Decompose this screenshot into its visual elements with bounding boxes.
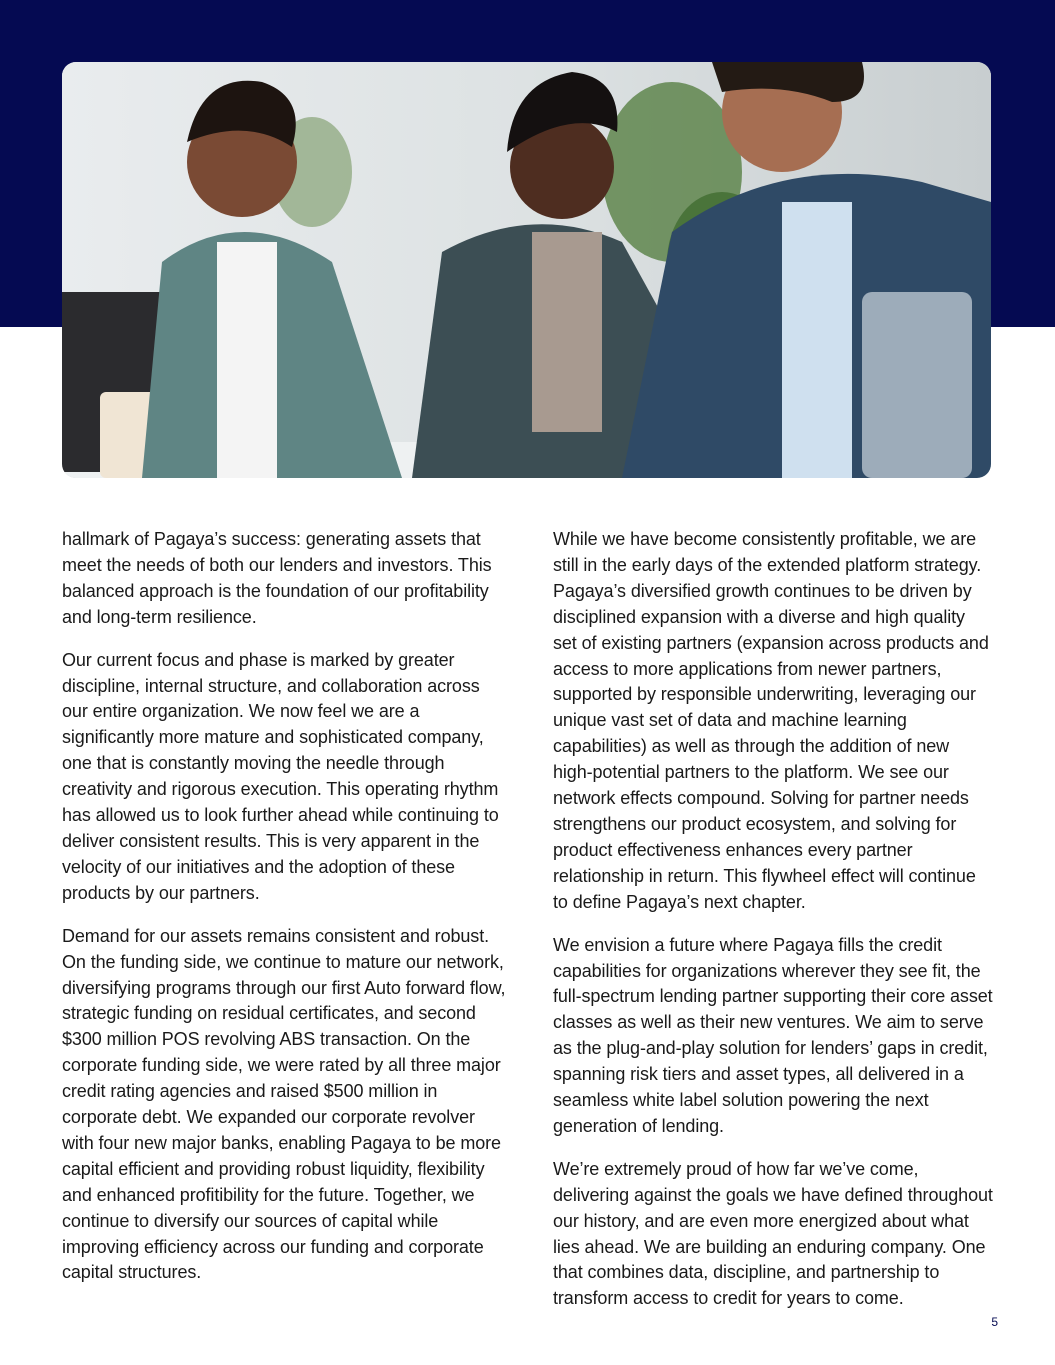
paragraph: Demand for our assets remains consistent and robust. On the funding side, we continue to mature our network, diversifying programs through our first Auto forward flow, strategic funding on residual certificates, and second $300 million POS revolving ABS transaction. On the corporate funding side, we were rated by all three major credit rating agencies and raised $500 million in corporate debt. We expanded our corporate revolver with four new major banks, enabling Pagaya to be more capital efficient and providing robust liquidity, flexibility and enhanced profitibility for the future. Together, we continue to diversify our sources of capital while improving efficiency across our funding and corporate capital structures. [62,925,506,1283]
paragraph: While we have become consistently profitable, we are still in the early days of the extended platform strategy. Pagaya’s diversified growth continues to be driven by disciplined expansion with a diverse and high quality set of existing partners (expansion across products and access to more applications from newer partners, supported by responsible underwriting, leveraging our unique vast set of data and machine learning capabilities) as well as through the addition of new high-potential partners to the platform. We see our network effects compound. Solving for partner needs strengthens our product ecosystem, and solving for product effectiveness enhances every partner relationship in return. This flywheel effect will continue to define Pagaya’s next chapter. [553,529,989,912]
paragraph: hallmark of Pagaya’s success: generating assets that meet the needs of both our lenders and investors. This balanced approach is the foundation of our profitability and long-term resilience. [62,529,492,627]
body-left-column [62,527,507,1303]
paragraph: We’re extremely proud of how far we’ve come, delivering against the goals we have defined throughout our history, and are even more energized about what lies ahead. We are building an enduring company. One that combines data, discipline, and partnership to transform access to credit for years to come. [553,1158,993,1309]
body-right-column [553,527,993,1329]
paragraph: Our current focus and phase is marked by greater discipline, internal structure, and collaboration across our entire organization. We now feel we are a significantly more mature and sophisticated company, one that is constantly moving the needle through creativity and rigorous execution. This operating rhythm has allowed us to look further ahead while continuing to deliver consistent results. This is very apparent in the velocity of our initiatives and the adoption of these products by our partners. [62,649,499,903]
hero-photo [62,62,991,478]
page-number: 5 [991,1315,998,1329]
paragraph: We envision a future where Pagaya fills the credit capabilities for organizations wherever they see fit, the full-spectrum lending partner supporting their core asset classes as well as their new ventures. We aim to serve as the plug-and-play solution for lenders’ gaps in credit, spanning risk tiers and asset types, all delivered in a seamless white label solution powering the next generation of lending. [553,934,993,1136]
